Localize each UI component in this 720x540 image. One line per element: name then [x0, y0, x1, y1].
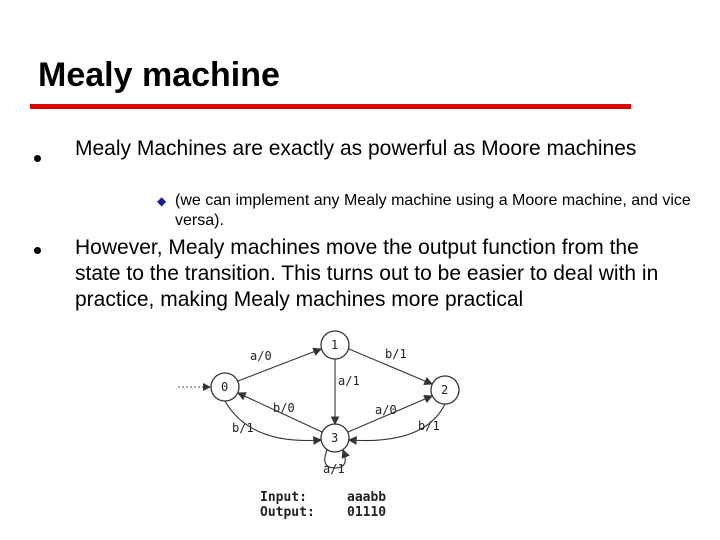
state-node-0: [211, 373, 239, 401]
sub-bullet-diamond-icon: ◆: [157, 194, 167, 208]
edge-label-0-3: b/1: [232, 421, 254, 435]
state-node-2: [431, 376, 459, 404]
edge-label-3-2: a/0: [375, 403, 397, 417]
edge-label-1-2: b/1: [385, 347, 407, 361]
input-value: aaabb: [347, 490, 387, 505]
bullet-text-1: Mealy Machines are exactly as powerful as Moore machines: [75, 137, 637, 160]
bullet-dot: [34, 247, 41, 254]
title-underline: [30, 104, 631, 109]
edge-label-self-3: a/1: [323, 462, 345, 476]
output-value: 01110: [347, 505, 387, 520]
svg-text:1: 1: [331, 338, 339, 352]
svg-text:0: 0: [221, 380, 229, 394]
bullet-dot: [34, 155, 41, 162]
svg-text:2: 2: [441, 383, 449, 397]
bullet-text-2: (we can implement any Mealy machine using a Moore machine, and vice versa).: [175, 192, 691, 229]
state-node-3: [321, 424, 349, 452]
edge-label-0-1: a/0: [250, 349, 272, 363]
mealy-state-diagram: [170, 320, 510, 540]
state-node-1: [321, 331, 349, 359]
edge-label-3-0: b/0: [273, 401, 295, 415]
input-label: Input:: [260, 490, 307, 505]
svg-text:3: 3: [331, 431, 339, 445]
edge-label-1-3: a/1: [338, 374, 360, 388]
bullet-text-3: However, Mealy machines move the output function from the state to the transition. This turns out to be easier to deal with in practice, making Mealy machines more practical: [75, 236, 659, 311]
edge-label-2-3: b/1: [418, 419, 440, 433]
output-label: Output:: [260, 505, 315, 520]
slide-title: Mealy machine: [38, 56, 280, 94]
